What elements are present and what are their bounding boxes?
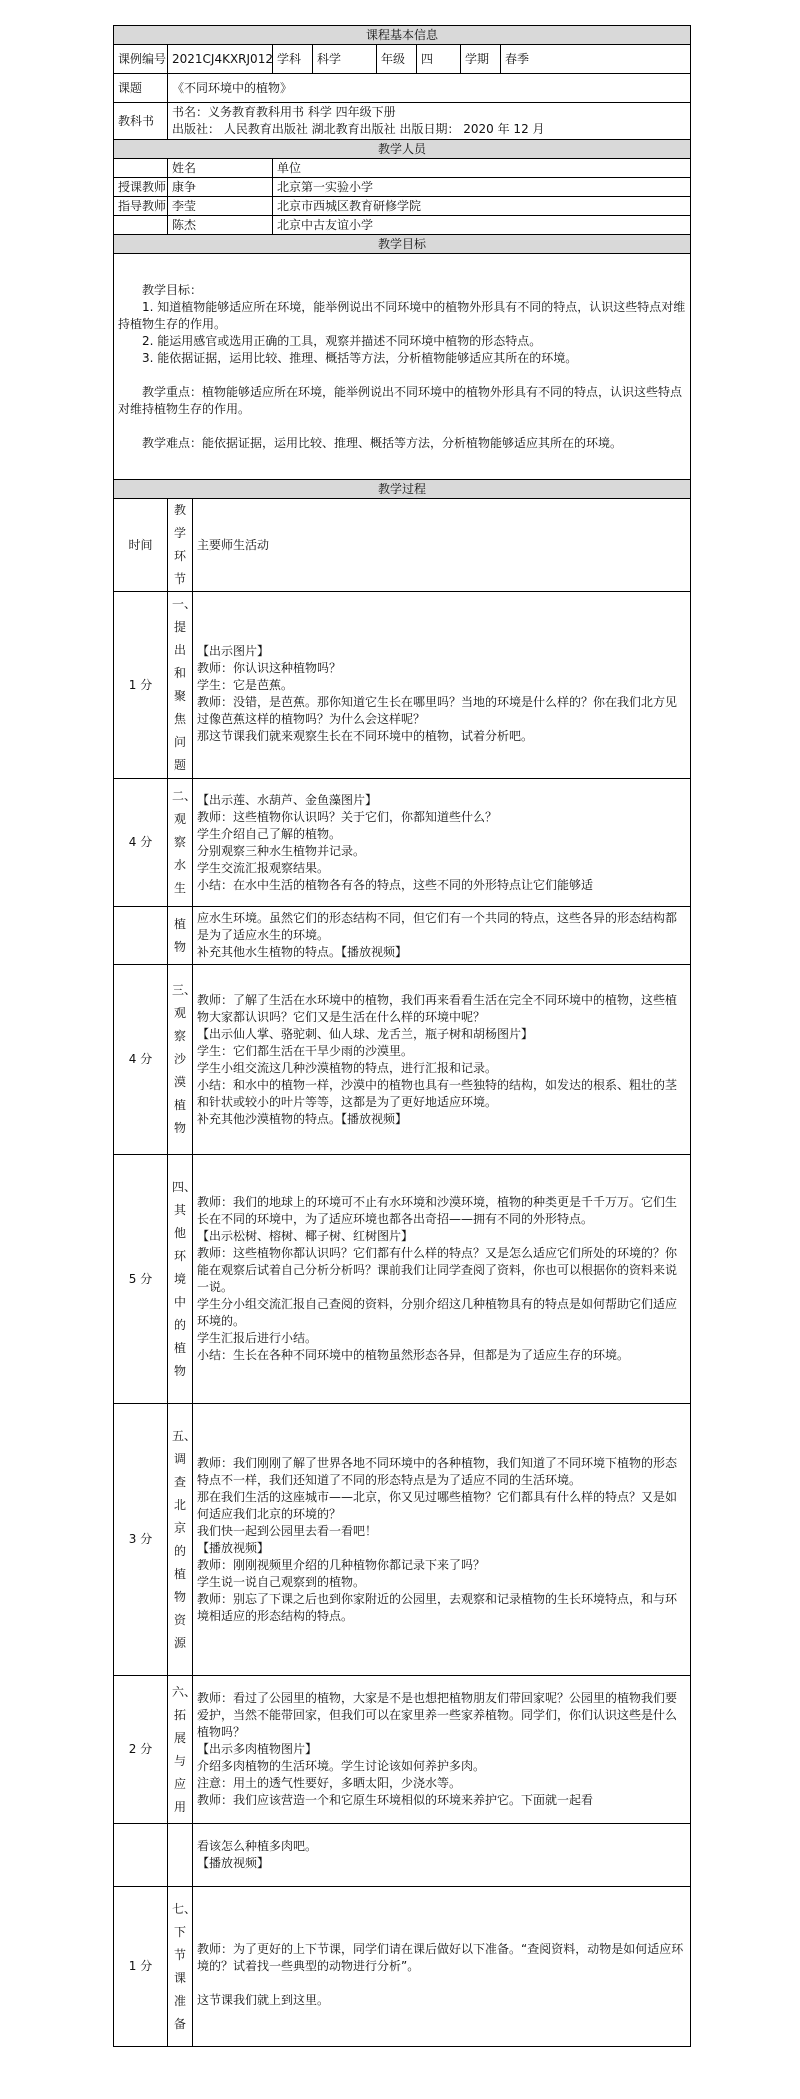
activity-line: 【出示松树、榕树、椰子树、红树图片】 [197,1229,414,1243]
process-activity [193,1887,691,2047]
topic-value: 《不同环境中的植物》 [168,74,691,103]
process-time: 4 分 [114,779,168,907]
activity-line: 教师：刚刚视频里介绍的几种植物你都记录下来了吗？ [197,1557,486,1572]
activity-line: 教师：你认识这种植物吗？ [197,660,342,675]
staff-role: 授课教师 [114,178,168,197]
process-stage: 四、其他环境中的植物 [168,1155,193,1404]
activity-line: 【播放视频】 [197,1856,270,1870]
subject-label: 学科 [273,45,313,74]
term-label: 学期 [461,45,501,74]
activity-line: 【出示图片】 [197,643,270,658]
textbook-publisher-line: 出版社： 人民教育出版社 湖北教育出版社 出版日期： 2020 年 12 月 [172,122,545,136]
textbook-title-line: 书名：义务教育教科用书 科学 四年级下册 [172,105,396,119]
process-time-header: 时间 [114,499,168,592]
staff-role [114,216,168,235]
topic-label: 课题 [114,74,168,103]
staff-name-header: 姓名 [168,159,273,178]
activity-line: 教师：我们刚刚了解了世界各地不同环境中的各种植物，我们知道了不同环境下植物的形态特点不一样，我们还知道了不同的形态特点是为了适应不同的生活环境。 [197,1455,678,1487]
process-time: 1 分 [114,592,168,779]
activity-line: 【出示莲、水葫芦、金鱼藻图片】 [197,792,378,807]
lesson-plan-table [113,25,691,2047]
textbook-details [168,103,691,140]
activity-line: 补充其他水生植物的特点。【播放视频】 [197,945,408,959]
process-time [114,907,168,965]
process-activity [193,1824,691,1887]
activity-line: 那这节课我们就来观察生长在不同环境中的植物，试着分析吧。 [197,728,534,743]
process-activity [193,1404,691,1676]
process-stage: 一、提出和聚焦问题 [168,592,193,779]
staff-unit: 北京中古友谊小学 [273,216,691,235]
process-time [114,1824,168,1887]
activity-line: 我们快一起到公园里去看一看吧！ [197,1523,378,1538]
staff-role: 指导教师 [114,197,168,216]
activity-line: 注意：用土的透气性要好，多晒太阳，少浇水等。 [197,1776,462,1790]
activity-line: 学生：它是芭蕉。 [197,677,294,692]
goal-item: 3. 能依据证据，运用比较、推理、概括等方法，分析植物能够适应其所在的环境。 [142,350,578,365]
activity-line: 看该怎么种植多肉吧。 [197,1839,318,1853]
process-activity [193,779,691,907]
process-time: 1 分 [114,1887,168,2047]
activity-line: 教师：我们的地球上的环境可不止有水环境和沙漠环境，植物的种类更是千千万万。它们生长在不同的环境中，为了适应环境也都各出奇招——拥有不同的外形特点。 [197,1195,678,1226]
staff-unit-header: 单位 [273,159,691,178]
course-code-label: 课例编号 [114,45,168,74]
process-stage: 七、下节课准备 [168,1887,193,2047]
goals-content [114,254,691,480]
textbook-label: 教科书 [114,103,168,140]
activity-line: 【出示仙人掌、骆驼刺、仙人球、龙舌兰，瓶子树和胡杨图片】 [197,1026,534,1041]
activity-line: 教师：我们应该营造一个和它原生环境相似的环境来养护它。下面就一起看 [197,1793,594,1807]
staff-unit: 北京第一实验小学 [273,178,691,197]
activity-line: 那在我们生活的这座城市——北京，你又见过哪些植物？它们都具有什么样的特点？又是如何适应我们北京的环境的？ [197,1489,678,1521]
activity-line: 介绍多肉植物的生活环境。学生讨论该如何养护多肉。 [197,1759,486,1773]
goal-item: 2. 能运用感官或选用正确的工具，观察并描述不同环境中植物的形态特点。 [142,333,542,348]
activity-line: 分别观察三种水生植物并记录。 [197,843,366,858]
subject-value: 科学 [313,45,377,74]
staff-unit: 北京市西城区教育研修学院 [273,197,691,216]
process-stage-header: 教学环节 [168,499,193,592]
activity-line: 教师：看过了公园里的植物，大家是不是也想把植物朋友们带回家呢？公园里的植物我们要爱护，当然不能带回家，但我们可以在家里养一些家养植物。同学们，你们认识这些是什么植物吗？ [197,1691,678,1739]
difficulty-point: 教学难点：能依据证据，运用比较、推理、概括等方法，分析植物能够适应其所在的环境。 [142,435,623,450]
activity-line: 小结：生长在各种不同环境中的植物虽然形态各异，但都是为了适应生存的环境。 [197,1348,630,1362]
activity-line: 小结：和水中的植物一样，沙漠中的植物也具有一些独特的结构，如发达的根系、粗壮的茎和针状或较小的叶片等等，这都是为了更好地适应环境。 [197,1077,678,1109]
term-value: 春季 [501,45,691,74]
activity-line: 【出示多肉植物图片】 [197,1742,318,1756]
process-activity [193,1155,691,1404]
basic-info-header: 课程基本信息 [114,26,691,45]
process-activity [193,907,691,965]
process-time: 2 分 [114,1676,168,1824]
goals-header: 教学目标 [114,235,691,254]
staff-header: 教学人员 [114,140,691,159]
process-stage [168,1824,193,1887]
course-code-value: 2021CJ4KXRJ012 [168,45,273,74]
process-stage: 五、调查北京的植物资源 [168,1404,193,1676]
activity-line: 学生分小组交流汇报自己查阅的资料，分别介绍这几种植物具有的特点是如何帮助它们适应环境的。 [197,1297,678,1328]
activity-line: 教师：这些植物你认识吗？关于它们，你都知道些什么？ [197,809,498,824]
activity-line: 应水生环境。虽然它们的形态结构不同，但它们有一个共同的特点，这些各异的形态结构都是为了适应水生的环境。 [197,911,678,942]
activity-line: 学生介绍自己了解的植物。 [197,826,342,841]
process-activity [193,592,691,779]
activity-line: 教师：了解了生活在水环境中的植物，我们再来看看生活在完全不同环境中的植物，这些植物大家都认识吗？它们又是生活在什么样的环境中呢？ [197,992,678,1024]
activity-line: 学生：它们都生活在干旱少雨的沙漠里。 [197,1043,414,1058]
activity-line: 补充其他沙漠植物的特点。【播放视频】 [197,1111,408,1126]
activity-line: 教师：为了更好的上下节课，同学们请在课后做好以下准备。“查阅资料，动物是如何适应环境的？试着找一些典型的动物进行分析”。 [197,1942,684,1973]
activity-line: 学生小组交流这几种沙漠植物的特点，进行汇报和记录。 [197,1060,498,1075]
activity-line: 学生汇报后进行小结。 [197,1331,318,1345]
goal-item: 1. 知道植物能够适应所在环境，能举例说出不同环境中的植物外形具有不同的特点，认识这些特点对维持植物生存的作用。 [118,299,686,331]
process-header: 教学过程 [114,480,691,499]
staff-role-header [114,159,168,178]
process-activity-header: 主要师生活动 [193,499,691,592]
process-activity [193,965,691,1155]
activity-line: 教师：没错，是芭蕉。那你知道它生长在哪里吗？当地的环境是什么样的？你在我们北方见过像芭蕉这样的植物吗？为什么会这样呢？ [197,694,678,726]
staff-name: 康争 [168,178,273,197]
process-stage: 植物 [168,907,193,965]
activity-line: 【播放视频】 [197,1540,270,1555]
grade-value: 四 [417,45,461,74]
process-stage: 六、拓展与应用 [168,1676,193,1824]
activity-line: 学生说一说自己观察到的植物。 [197,1574,366,1589]
goals-intro: 教学目标： [142,282,203,297]
staff-name: 李莹 [168,197,273,216]
activity-line: 学生交流汇报观察结果。 [197,860,330,875]
process-time: 4 分 [114,965,168,1155]
process-time: 3 分 [114,1404,168,1676]
key-point: 教学重点：植物能够适应所在环境，能举例说出不同环境中的植物外形具有不同的特点，认识这些特点对维持植物生存的作用。 [118,384,683,416]
staff-name: 陈杰 [168,216,273,235]
grade-label: 年级 [377,45,417,74]
activity-line: 教师：别忘了下课之后也到你家附近的公园里，去观察和记录植物的生长环境特点，和与环境相适应的形态结构的特点。 [197,1591,678,1623]
process-time: 5 分 [114,1155,168,1404]
process-stage: 三、观察沙漠植物 [168,965,193,1155]
process-stage: 二、观察水生 [168,779,193,907]
process-activity [193,1676,691,1824]
activity-line: 小结：在水中生活的植物各有各的特点，这些不同的外形特点让它们能够适 [197,877,594,892]
activity-line: 这节课我们就上到这里。 [197,1993,330,2007]
activity-line: 教师：这些植物你都认识吗？它们都有什么样的特点？又是怎么适应它们所处的环境的？你能在观察后试着自己分析分析吗？课前我们让同学查阅了资料，你也可以根据你的资料来说一说。 [197,1246,678,1294]
